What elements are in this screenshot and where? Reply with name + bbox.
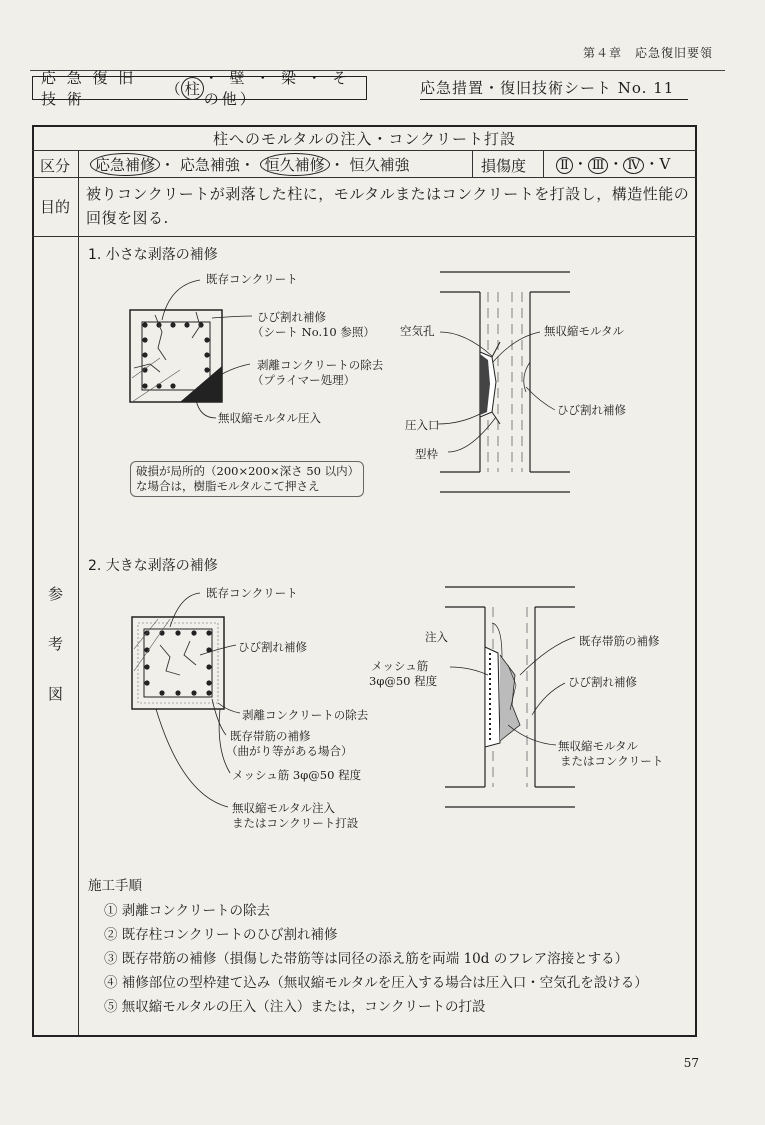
damage-level-label: 損傷度 xyxy=(481,157,527,175)
column-divider xyxy=(472,150,473,177)
s1-label-crack-repair: ひび割れ補修 xyxy=(257,310,326,324)
s1-label-sheet-ref: （シート No.10 参照） xyxy=(252,325,375,339)
page-number: 57 xyxy=(683,1056,699,1070)
s2-label-remove-spalled: 剥離コンクリートの除去 xyxy=(242,708,369,722)
column-divider xyxy=(543,150,544,177)
s1-label-grout-injection: 無収縮モルタル圧入 xyxy=(218,411,322,425)
s2-label-mesh: メッシュ筋 3φ@50 程度 xyxy=(232,768,362,782)
s2-label-mesh-side: メッシュ筋 xyxy=(371,659,429,673)
sheet-title: 柱へのモルタルの注入・コンクリート打設 xyxy=(212,130,517,148)
separator: ・ xyxy=(160,156,176,174)
tag-prefix: 応 急 復 旧 技 術 xyxy=(41,69,137,108)
category-label: 区分 xyxy=(40,157,71,175)
s1-label-injection-port: 圧入口 xyxy=(405,418,440,432)
rebar-dots xyxy=(142,322,209,388)
separator: ・ xyxy=(329,156,345,174)
s2-label-grout: 無収縮モルタル注入 xyxy=(232,801,336,815)
leader-line xyxy=(162,280,200,320)
section2-title: 2. 大きな剥落の補修 xyxy=(88,558,218,574)
category-items xyxy=(90,153,409,176)
section1-elevation-diagram xyxy=(380,262,700,522)
s2-label-existing-concrete: 既存コンクリート xyxy=(206,586,298,600)
damage-level-2: Ⅱ xyxy=(556,157,573,174)
tag-circled-pillar: 柱 xyxy=(181,77,204,100)
rebar-dots xyxy=(144,630,211,695)
purpose-text: 被りコンクリートが剥落した柱に，モルタルまたはコンクリートを打設し，構造性能の回復を図る. xyxy=(86,185,690,227)
row-divider xyxy=(32,236,697,237)
s2-label-concrete-side: またはコンクリート xyxy=(560,754,664,768)
purpose-label: 目的 xyxy=(40,198,71,216)
s2-label-crack-repair-side: ひび割れ補修 xyxy=(568,675,637,689)
separator: ・ xyxy=(608,155,624,173)
chapter-header: 第４章 応急復旧要領 xyxy=(582,46,713,60)
reference-label-char: 参 xyxy=(48,585,64,603)
section2-elevation-diagram xyxy=(380,575,700,835)
separator: ・ xyxy=(644,155,660,173)
damage-level-4: Ⅳ xyxy=(623,157,644,174)
separator: ・ xyxy=(239,156,255,174)
section2-cross-section-diagram xyxy=(100,575,400,835)
reference-label-char: 考 xyxy=(48,635,64,653)
s2-label-inject: 注入 xyxy=(425,630,448,644)
s1-label-crack-repair-side: ひび割れ補修 xyxy=(557,403,626,417)
procedure-step: ② 既存柱コンクリートのひび割れ補修 xyxy=(104,927,338,943)
column-divider xyxy=(78,150,79,1035)
s2-label-concrete: またはコンクリート打設 xyxy=(232,816,359,830)
procedure-step: ① 剥離コンクリートの除去 xyxy=(104,903,271,919)
s1-label-primer: （プライマー処理） xyxy=(252,373,356,387)
hoop-outline xyxy=(142,322,210,390)
s2-label-bent: （曲がり等がある場合） xyxy=(226,744,353,758)
tag-suffix: ・ 壁 ・ 梁 ・ その他） xyxy=(203,69,351,108)
s1-label-air-hole: 空気孔 xyxy=(400,324,435,338)
s1-note-line2: な場合は，樹脂モルタルこて押さえ xyxy=(136,479,320,493)
sheet-number: 応急措置・復旧技術シート No. 11 xyxy=(420,76,688,100)
s1-label-existing-concrete: 既存コンクリート xyxy=(206,272,298,286)
damage-levels xyxy=(556,153,670,174)
spalled-area xyxy=(180,366,222,402)
s2-label-hoop-repair-side: 既存帯筋の補修 xyxy=(579,634,660,648)
category-emergency-reinforce: 応急補強 xyxy=(179,156,240,174)
procedure-step: ③ 既存帯筋の補修（損傷した帯筋等は同径の添え筋を両端 10d のフレア溶接とする） xyxy=(104,951,629,967)
technique-category-tag: 応 急 復 旧 技 術 （ 柱 ・ 壁 ・ 梁 ・ その他） xyxy=(32,76,367,100)
row-divider xyxy=(32,177,697,178)
procedure-step: ④ 補修部位の型枠建て込み（無収縮モルタルを圧入する場合は圧入口・空気孔を設ける） xyxy=(104,975,648,991)
reference-label-char: 図 xyxy=(48,685,64,703)
separator: ・ xyxy=(572,155,588,173)
s1-note-line1: 破損が局所的（200×200×深さ 50 以内） xyxy=(136,464,360,478)
s1-label-nonshrink-mortar: 無収縮モルタル xyxy=(544,324,625,338)
category-emergency-repair: 応急補修 xyxy=(90,153,160,176)
procedure-step: ⑤ 無収縮モルタルの圧入（注入）または，コンクリートの打設 xyxy=(104,999,486,1015)
category-permanent-reinforce: 恒久補強 xyxy=(349,156,410,174)
s1-label-remove-spalled: 剥離コンクリートの除去 xyxy=(257,358,384,372)
s1-label-formwork: 型枠 xyxy=(415,447,438,461)
s2-label-hoop-repair: 既存帯筋の補修 xyxy=(230,729,311,743)
leader-line xyxy=(212,316,252,318)
row-divider xyxy=(32,150,697,151)
s2-label-nonshrink-side: 無収縮モルタル xyxy=(558,739,639,753)
procedure-title: 施工手順 xyxy=(88,878,142,894)
damage-level-5: Ⅴ xyxy=(659,155,671,173)
category-permanent-repair: 恒久補修 xyxy=(260,153,330,176)
s2-label-mesh-spec-side: 3φ@50 程度 xyxy=(369,674,438,688)
section1-title: 1. 小さな剥落の補修 xyxy=(88,247,218,263)
damage-level-3: Ⅲ xyxy=(588,157,609,174)
s2-label-crack-repair: ひび割れ補修 xyxy=(238,640,307,654)
